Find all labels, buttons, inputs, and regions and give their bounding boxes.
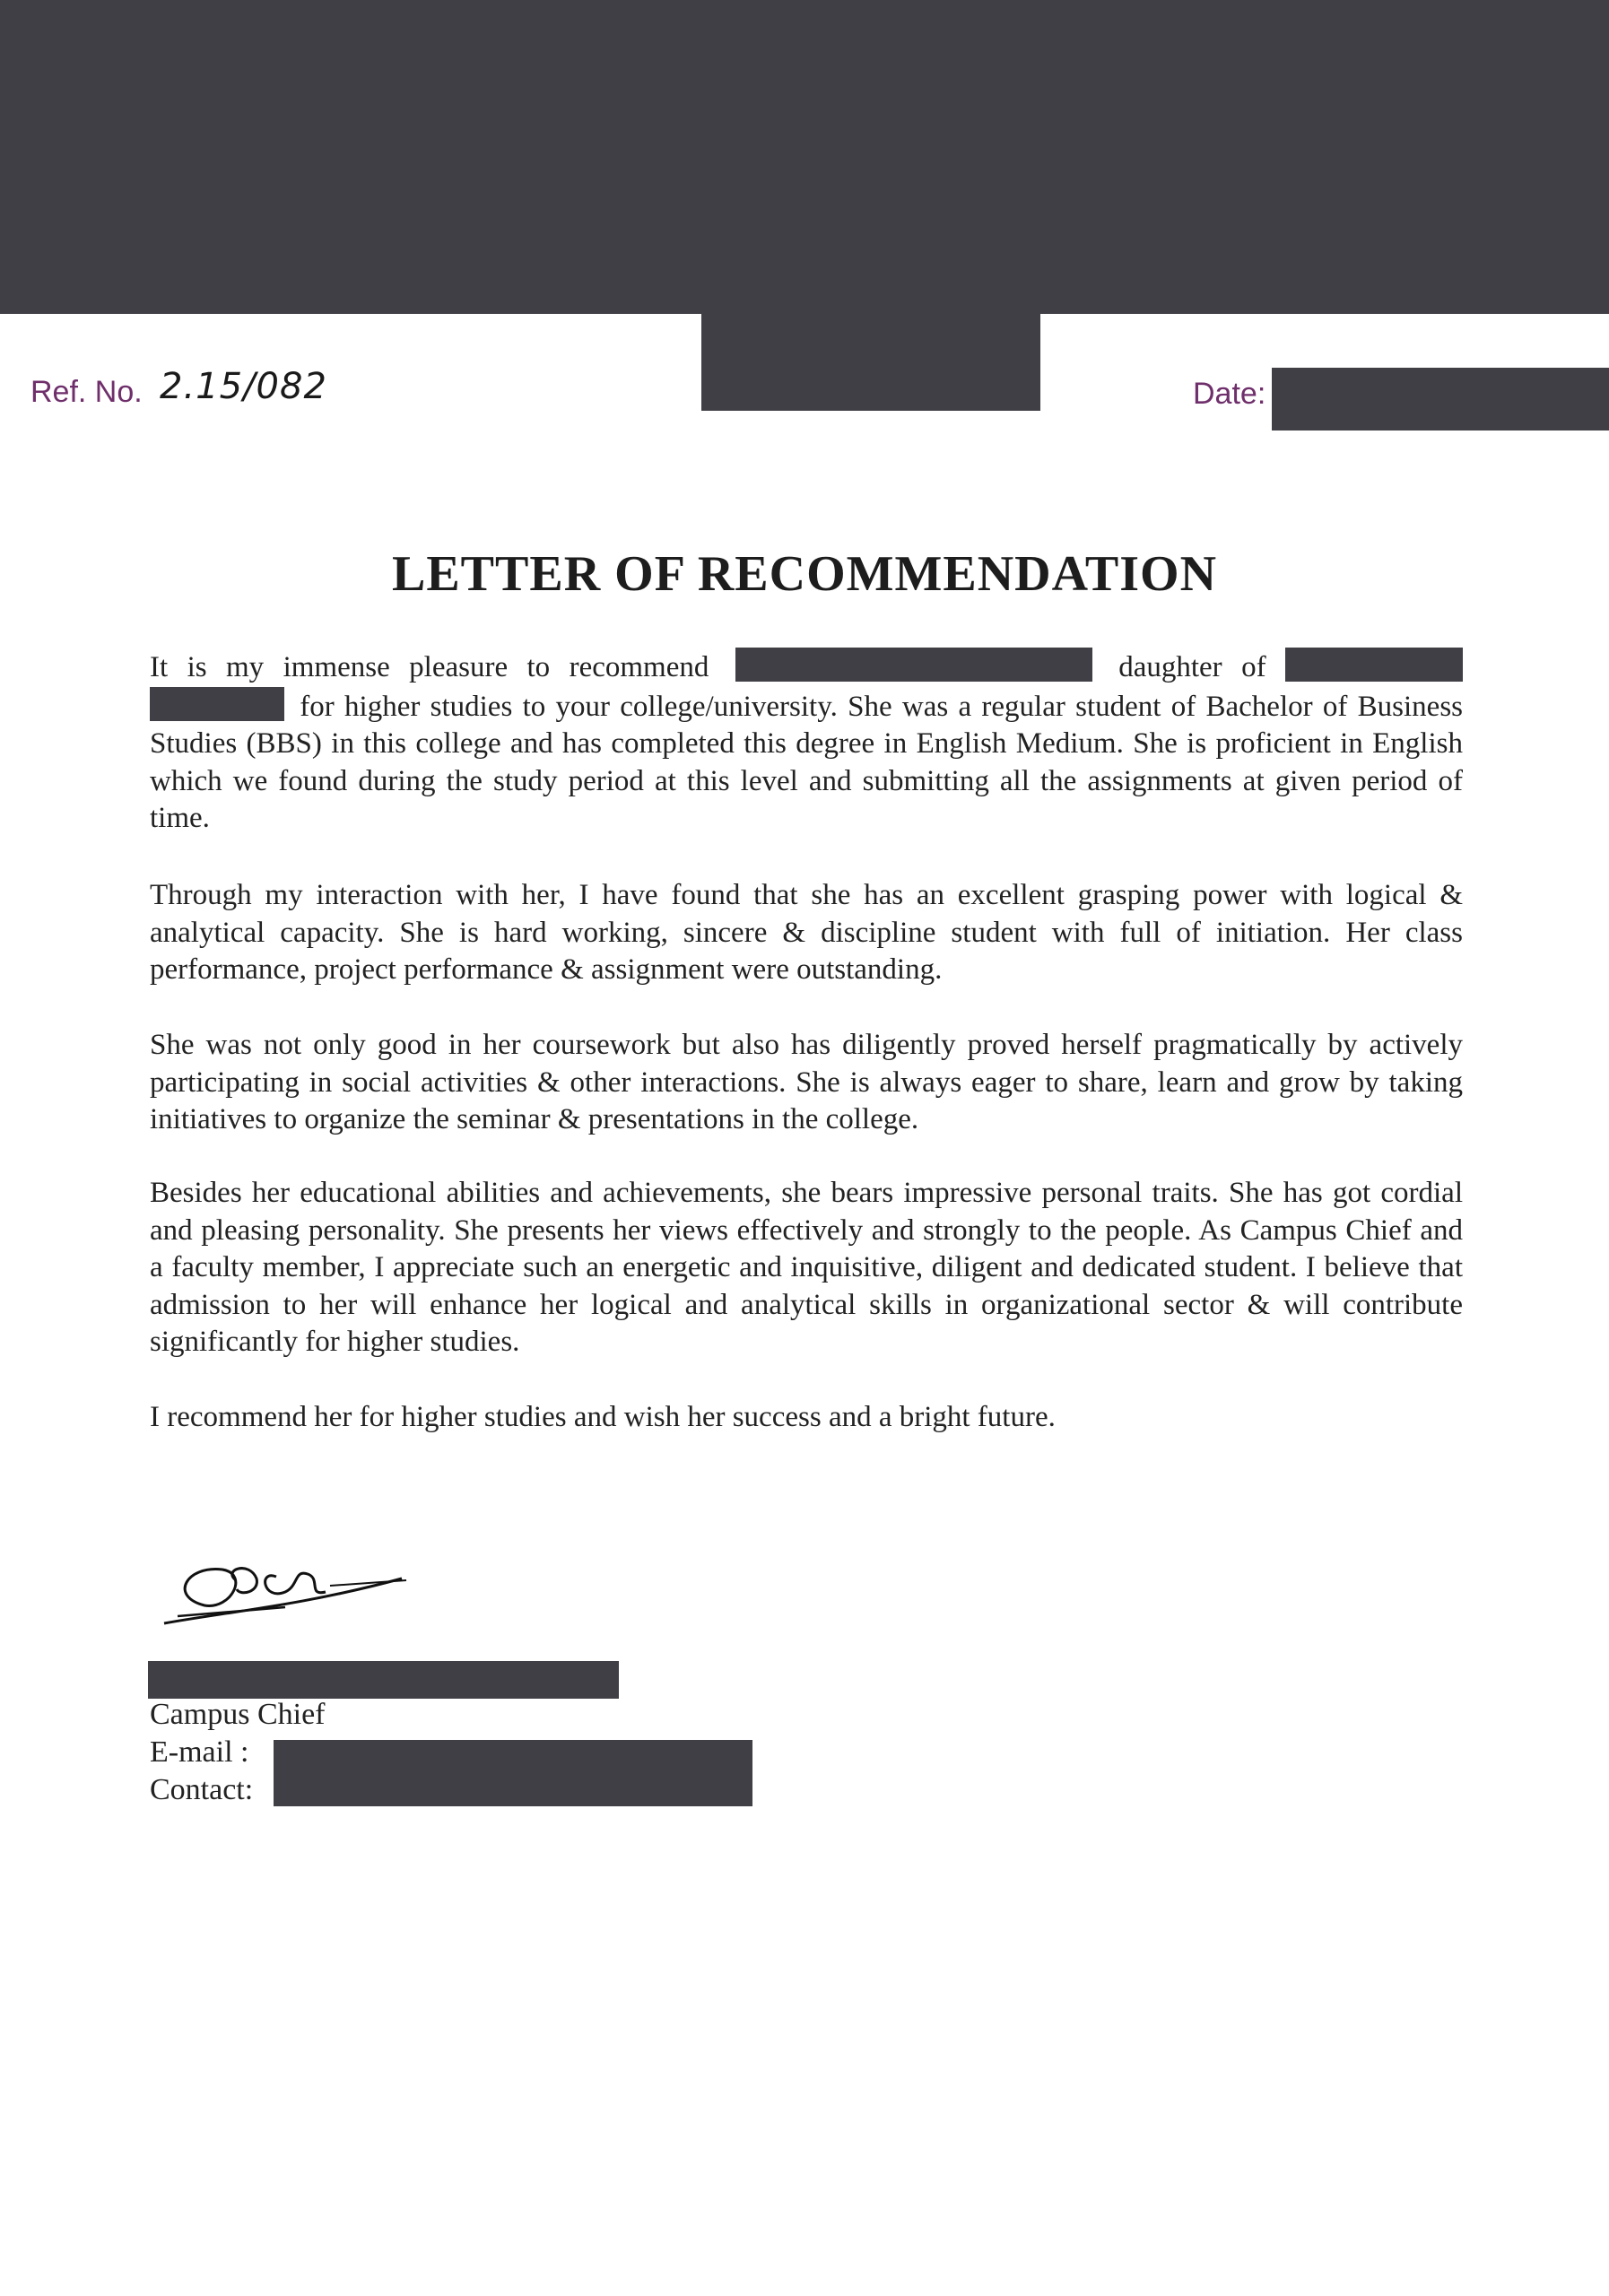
paragraph-coursework: She was not only good in her coursework but also has diligently proved herself pragmatically by actively participating in social activities & other interactions. She is always eager to share, learn and grow by taking initiatives to organize the seminar & presentations in the college.: [150, 1029, 1463, 1135]
redacted-date: [1272, 368, 1609, 430]
signatory-position: Campus Chief: [150, 1698, 326, 1731]
intro-text-c: for higher studies to your college/university. She was a regular student of Bachelor of Business Studies (BBS) in this college and has completed this degree in English Medium. She is proficient in English which we found during the study period at this level and submitting all the assignments at given period of time.: [150, 690, 1463, 834]
paragraph-interaction: Through my interaction with her, I have found that she has an excellent grasping power with logical & analytical capacity. She is hard working, sincere & discipline student with full of initiation. Her class performance, project performance & assignment were outstanding.: [150, 879, 1463, 986]
redacted-signatory-name: [148, 1661, 619, 1699]
redacted-letterhead: [0, 0, 1609, 314]
redacted-parent-name-b: [150, 687, 284, 721]
signature-image: [151, 1543, 420, 1650]
page-title: LETTER OF RECOMMENDATION: [391, 546, 1218, 602]
ref-label: Ref. No.: [30, 375, 143, 409]
email-label: E-mail :: [150, 1735, 249, 1769]
date-label: Date:: [1193, 377, 1266, 411]
redacted-contact-details: [274, 1740, 752, 1806]
paragraph-intro: [150, 648, 1463, 838]
paragraph-closing: I recommend her for higher studies and wish her success and a bright future.: [150, 1401, 1056, 1433]
intro-text-a: It is my immense pleasure to recommend: [150, 651, 709, 683]
redacted-logo: [701, 305, 1040, 411]
redacted-student-name: [735, 648, 1092, 682]
intro-text-b: daughter of: [1118, 651, 1266, 683]
paragraph-traits: Besides her educational abilities and achievements, she bears impressive personal traits. She has got cordial and pleasing personality. She presents her views effectively and strongly to the people. As Campus Chief and a faculty member, I appreciate such an energetic and inquisitive, diligent and dedicated student. I believe that admission to her will enhance her logical and analytical skills in organizational sector & will contribute significantly for higher studies.: [150, 1177, 1463, 1358]
redacted-parent-name-a: [1285, 648, 1463, 682]
ref-number-handwritten: 2.15/082: [160, 366, 327, 407]
contact-label: Contact:: [150, 1773, 254, 1806]
